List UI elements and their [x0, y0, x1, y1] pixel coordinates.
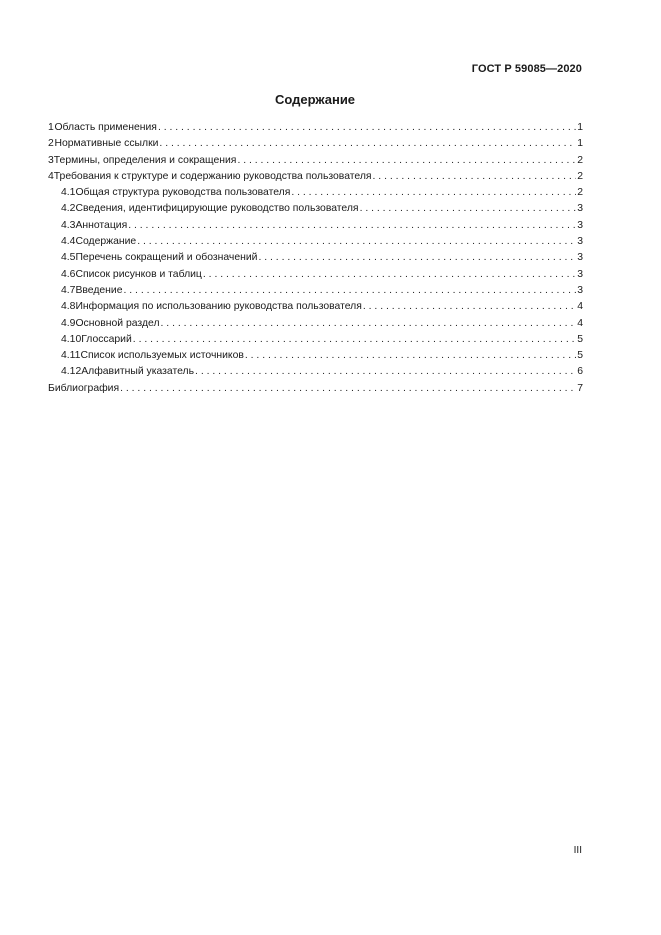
- toc-entry-title: Термины, определения и сокращения: [53, 154, 237, 166]
- toc-entry-title: Библиография: [48, 382, 120, 394]
- toc-dot-leader: [373, 169, 577, 185]
- toc-entry-number: 4.4: [61, 236, 76, 248]
- toc-entry-number: 4.5: [61, 252, 76, 264]
- toc-entry-page: 5: [577, 350, 583, 362]
- toc-dot-leader: [360, 201, 577, 217]
- toc-entry[interactable]: [48, 185, 583, 201]
- toc-entry[interactable]: [48, 218, 583, 234]
- toc-entry-page: 3: [577, 203, 583, 215]
- toc-entry[interactable]: [48, 299, 583, 315]
- toc-entry-page: 3: [577, 284, 583, 296]
- toc-entry-title: Информация по использованию руководства пользователя: [75, 301, 362, 313]
- toc-entry-page: 7: [577, 382, 583, 394]
- toc-entry[interactable]: [48, 283, 583, 299]
- toc-entry-title: Алфавитный указатель: [81, 366, 195, 378]
- toc-entry-page: 2: [577, 154, 583, 166]
- toc-entry-title: Аннотация: [75, 219, 128, 231]
- toc-entry-page: 1: [577, 138, 583, 150]
- toc-entry-number: 2: [48, 138, 54, 150]
- toc-entry-page: 2: [577, 187, 583, 199]
- toc-entry-title: Сведения, идентифицирующие руководство пользователя: [75, 203, 359, 215]
- toc-entry-number: 3: [48, 154, 54, 166]
- toc-dot-leader: [128, 218, 576, 234]
- toc-entry-title: Введение: [75, 284, 123, 296]
- toc-entry[interactable]: [48, 120, 583, 136]
- toc-entry-bibliography[interactable]: [48, 381, 583, 397]
- toc-entry-number: 4.11: [61, 350, 81, 362]
- toc-title: Содержание: [274, 92, 356, 107]
- toc-dot-leader: [161, 316, 577, 332]
- toc-list: [48, 120, 583, 397]
- toc-entry[interactable]: [48, 316, 583, 332]
- toc-entry[interactable]: [48, 234, 583, 250]
- toc-dot-leader: [203, 267, 576, 283]
- toc-entry-page: 4: [577, 301, 583, 313]
- toc-entry-number: 4.1: [61, 187, 76, 199]
- toc-entry-title: Список используемых источников: [80, 350, 244, 362]
- toc-entry[interactable]: [48, 136, 583, 152]
- toc-dot-leader: [258, 250, 576, 266]
- toc-entry-title: Перечень сокращений и обозначений: [75, 252, 258, 264]
- toc-dot-leader: [158, 120, 576, 136]
- toc-entry[interactable]: [48, 267, 583, 283]
- toc-entry-page: 6: [577, 366, 583, 378]
- toc-entry-number: 4.2: [61, 203, 76, 215]
- toc-entry-number: 4.6: [61, 268, 76, 280]
- toc-entry-page: 2: [577, 170, 583, 182]
- toc-entry-title: Содержание: [75, 236, 137, 248]
- toc-entry-number: 4: [48, 170, 54, 182]
- toc-dot-leader: [124, 283, 577, 299]
- toc-entry-number: 4.8: [61, 301, 76, 313]
- toc-entry-number: 4.12: [61, 366, 82, 378]
- toc-entry-title: Основной раздел: [75, 317, 160, 329]
- toc-entry-title: Глоссарий: [81, 333, 132, 345]
- toc-entry-title: Требования к структуре и содержанию руководства пользователя: [53, 170, 372, 182]
- toc-entry-page: 3: [577, 219, 583, 231]
- toc-entry-page: 1: [577, 122, 583, 133]
- toc-entry-number: 4.3: [61, 219, 76, 231]
- toc-entry-page: 3: [577, 236, 583, 248]
- toc-entry-number: 4.9: [61, 317, 76, 329]
- toc-entry-number: 4.10: [61, 333, 82, 345]
- toc-dot-leader: [291, 185, 576, 201]
- toc-dot-leader: [120, 381, 576, 397]
- toc-entry-page: 3: [577, 252, 583, 264]
- toc-entry-page: 4: [577, 317, 583, 329]
- toc-dot-leader: [195, 364, 576, 380]
- toc-entry-title: Общая структура руководства пользователя: [75, 187, 291, 199]
- standard-code: ГОСТ Р 59085—2020: [471, 63, 582, 75]
- toc-entry-title: Нормативные ссылки: [54, 138, 159, 150]
- toc-entry-page: 5: [577, 333, 583, 345]
- toc-dot-leader: [363, 299, 576, 315]
- toc-entry[interactable]: [48, 332, 583, 348]
- toc-entry[interactable]: [48, 153, 583, 169]
- toc-dot-leader: [137, 234, 576, 250]
- toc-dot-leader: [159, 136, 576, 152]
- toc-entry[interactable]: [48, 169, 583, 185]
- toc-entry-page: 3: [577, 268, 583, 280]
- toc-entry-title: Область применения: [54, 122, 157, 133]
- toc-entry[interactable]: [48, 348, 583, 364]
- toc-entry-title: Список рисунков и таблиц: [75, 268, 202, 280]
- toc-entry[interactable]: [48, 364, 583, 380]
- toc-dot-leader: [133, 332, 576, 348]
- toc-dot-leader: [237, 153, 576, 169]
- toc-entry-number: 1: [48, 122, 54, 133]
- toc-entry-number: 4.7: [61, 284, 76, 296]
- page-number: III: [573, 845, 582, 856]
- toc-entry[interactable]: [48, 250, 583, 266]
- toc-entry[interactable]: [48, 201, 583, 217]
- toc-dot-leader: [245, 348, 576, 364]
